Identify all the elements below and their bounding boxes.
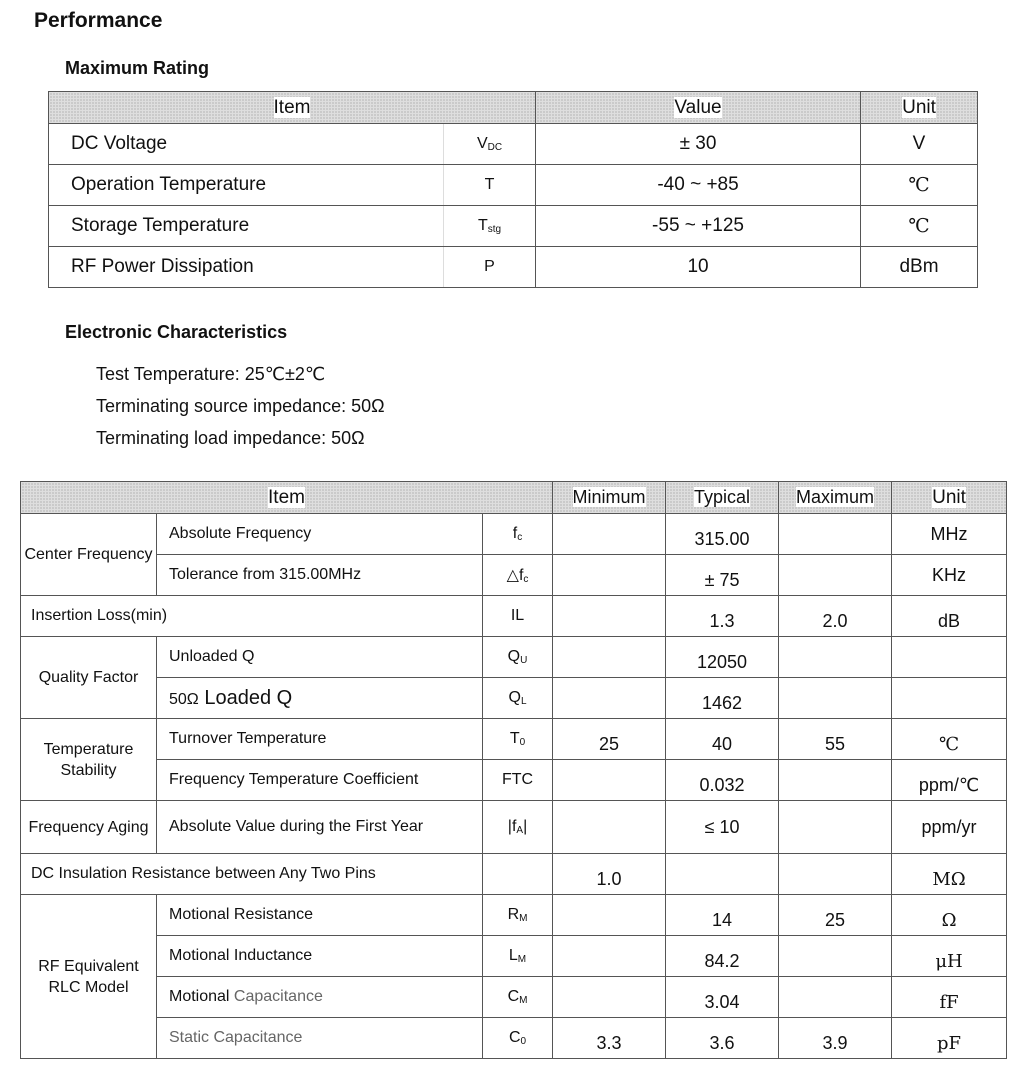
row-label: Unloaded Q (157, 637, 483, 678)
table-row (21, 760, 1007, 801)
table-header-row (49, 92, 978, 124)
row-typ: 1462 (666, 678, 779, 719)
row-name: Operation Temperature (49, 165, 444, 206)
row-unit (892, 678, 1007, 719)
max-rating-table (48, 91, 978, 288)
header-maximum: Maximum (779, 482, 892, 514)
row-min (553, 596, 666, 637)
row-max: 2.0 (779, 596, 892, 637)
row-symbol: $T_0$ (483, 719, 553, 760)
row-max (779, 936, 892, 977)
table-row (21, 596, 1007, 637)
row-symbol: $f_c$ (483, 514, 553, 555)
row-unit: ppm/yr (892, 801, 1007, 854)
row-name: RF Power Dissipation (49, 247, 444, 288)
source-impedance: Terminating source impedance: 50Ω (96, 396, 385, 416)
table-row (49, 247, 978, 288)
row-typ: 3.6 (666, 1018, 779, 1059)
row-unit: MHz (892, 514, 1007, 555)
row-unit: dBm (861, 247, 978, 288)
row-typ: ≤ 10 (666, 801, 779, 854)
row-symbol: $T_{stg}$ (444, 206, 536, 247)
row-typ: ± 75 (666, 555, 779, 596)
row-label: Absolute Value during the First Year (157, 801, 483, 854)
row-symbol: P (444, 247, 536, 288)
row-typ: 1.3 (666, 596, 779, 637)
page-title: Performance (34, 9, 163, 32)
table-row (21, 854, 1007, 895)
row-value: ± 30 (536, 124, 861, 165)
table-row (49, 124, 978, 165)
group-temperature-stability: Temperature Stability (21, 719, 157, 801)
table-row (49, 206, 978, 247)
test-temperature: Test Temperature: 25℃±2℃ (96, 364, 326, 384)
row-max: 3.9 (779, 1018, 892, 1059)
row-label: Static Capacitance (157, 1018, 483, 1059)
row-typ: 3.04 (666, 977, 779, 1018)
row-typ: 12050 (666, 637, 779, 678)
row-label: Motional Capacitance (157, 977, 483, 1018)
row-symbol: $Q_L$ (483, 678, 553, 719)
table-row (21, 936, 1007, 977)
row-min: 3.3 (553, 1018, 666, 1059)
header-unit: Unit (861, 92, 978, 124)
row-value: 10 (536, 247, 861, 288)
table-row (21, 514, 1007, 555)
table-row (21, 637, 1007, 678)
row-unit: ℃ (861, 165, 978, 206)
row-unit: ℃ (861, 206, 978, 247)
table-row (21, 555, 1007, 596)
row-typ (666, 854, 779, 895)
table-row (21, 1018, 1007, 1059)
row-symbol: $Q_U$ (483, 637, 553, 678)
row-label: Turnover Temperature (157, 719, 483, 760)
row-max: 25 (779, 895, 892, 936)
header-typical: Typical (666, 482, 779, 514)
table-row (21, 801, 1007, 854)
row-symbol (483, 854, 553, 895)
row-min (553, 801, 666, 854)
row-min: 25 (553, 719, 666, 760)
row-name: Storage Temperature (49, 206, 444, 247)
row-symbol: $V_{DC}$ (444, 124, 536, 165)
row-typ: 84.2 (666, 936, 779, 977)
row-symbol: $L_M$ (483, 936, 553, 977)
group-quality-factor: Quality Factor (21, 637, 157, 719)
row-min (553, 678, 666, 719)
row-value: -40 ~ +85 (536, 165, 861, 206)
row-unit: KHz (892, 555, 1007, 596)
table-row (21, 895, 1007, 936)
table-row (49, 165, 978, 206)
row-symbol: T (444, 165, 536, 206)
row-value: -55 ~ +125 (536, 206, 861, 247)
electronic-heading: Electronic Characteristics (65, 322, 288, 342)
row-symbol: FTC (483, 760, 553, 801)
header-value: Value (536, 92, 861, 124)
table-row (21, 719, 1007, 760)
row-min: 1.0 (553, 854, 666, 895)
max-rating-heading: Maximum Rating (65, 58, 210, 78)
row-unit: MΩ (892, 854, 1007, 895)
row-max (779, 514, 892, 555)
row-min (553, 637, 666, 678)
header-item: Item (49, 92, 536, 124)
table-row (21, 678, 1007, 719)
group-frequency-aging: Frequency Aging (21, 801, 157, 854)
row-label: Motional Inductance (157, 936, 483, 977)
row-unit: ppm/℃ (892, 760, 1007, 801)
row-unit: V (861, 124, 978, 165)
row-max (779, 801, 892, 854)
row-min (553, 555, 666, 596)
row-name: DC Voltage (49, 124, 444, 165)
electronic-table (20, 481, 1007, 1059)
row-max (779, 977, 892, 1018)
row-unit (892, 637, 1007, 678)
row-max (779, 854, 892, 895)
row-symbol: $C_M$ (483, 977, 553, 1018)
row-unit: pF (892, 1018, 1007, 1059)
row-unit: dB (892, 596, 1007, 637)
row-symbol: $C_0$ (483, 1018, 553, 1059)
row-min (553, 936, 666, 977)
row-label: Absolute Frequency (157, 514, 483, 555)
row-typ: 315.00 (666, 514, 779, 555)
row-label: Frequency Temperature Coefficient (157, 760, 483, 801)
row-typ: 40 (666, 719, 779, 760)
group-center-frequency: Center Frequency (21, 514, 157, 596)
header-item: Item (21, 482, 553, 514)
row-unit: Ω (892, 895, 1007, 936)
row-max (779, 555, 892, 596)
table-row (21, 977, 1007, 1018)
row-symbol: $\triangle f_c$ (483, 555, 553, 596)
row-label: Motional Resistance (157, 895, 483, 936)
row-symbol: IL (483, 596, 553, 637)
row-unit: μH (892, 936, 1007, 977)
header-minimum: Minimum (553, 482, 666, 514)
row-unit: ℃ (892, 719, 1007, 760)
row-max (779, 637, 892, 678)
row-unit: fF (892, 977, 1007, 1018)
row-max: 55 (779, 719, 892, 760)
row-symbol: $|f_A|$ (483, 801, 553, 854)
row-max (779, 678, 892, 719)
row-label: DC Insulation Resistance between Any Two Pins (21, 854, 483, 895)
row-min (553, 514, 666, 555)
row-label: Insertion Loss(min) (21, 596, 483, 637)
row-min (553, 895, 666, 936)
row-typ: 14 (666, 895, 779, 936)
table-header-row (21, 482, 1007, 514)
load-impedance: Terminating load impedance: 50Ω (96, 428, 365, 448)
row-label: Tolerance from 315.00MHz (157, 555, 483, 596)
row-min (553, 977, 666, 1018)
row-max (779, 760, 892, 801)
group-rf-model: RF Equivalent RLC Model (21, 895, 157, 1059)
header-unit: Unit (892, 482, 1007, 514)
row-symbol: $R_M$ (483, 895, 553, 936)
row-label: 50Ω Loaded Q (157, 678, 483, 719)
row-min (553, 760, 666, 801)
row-typ: 0.032 (666, 760, 779, 801)
